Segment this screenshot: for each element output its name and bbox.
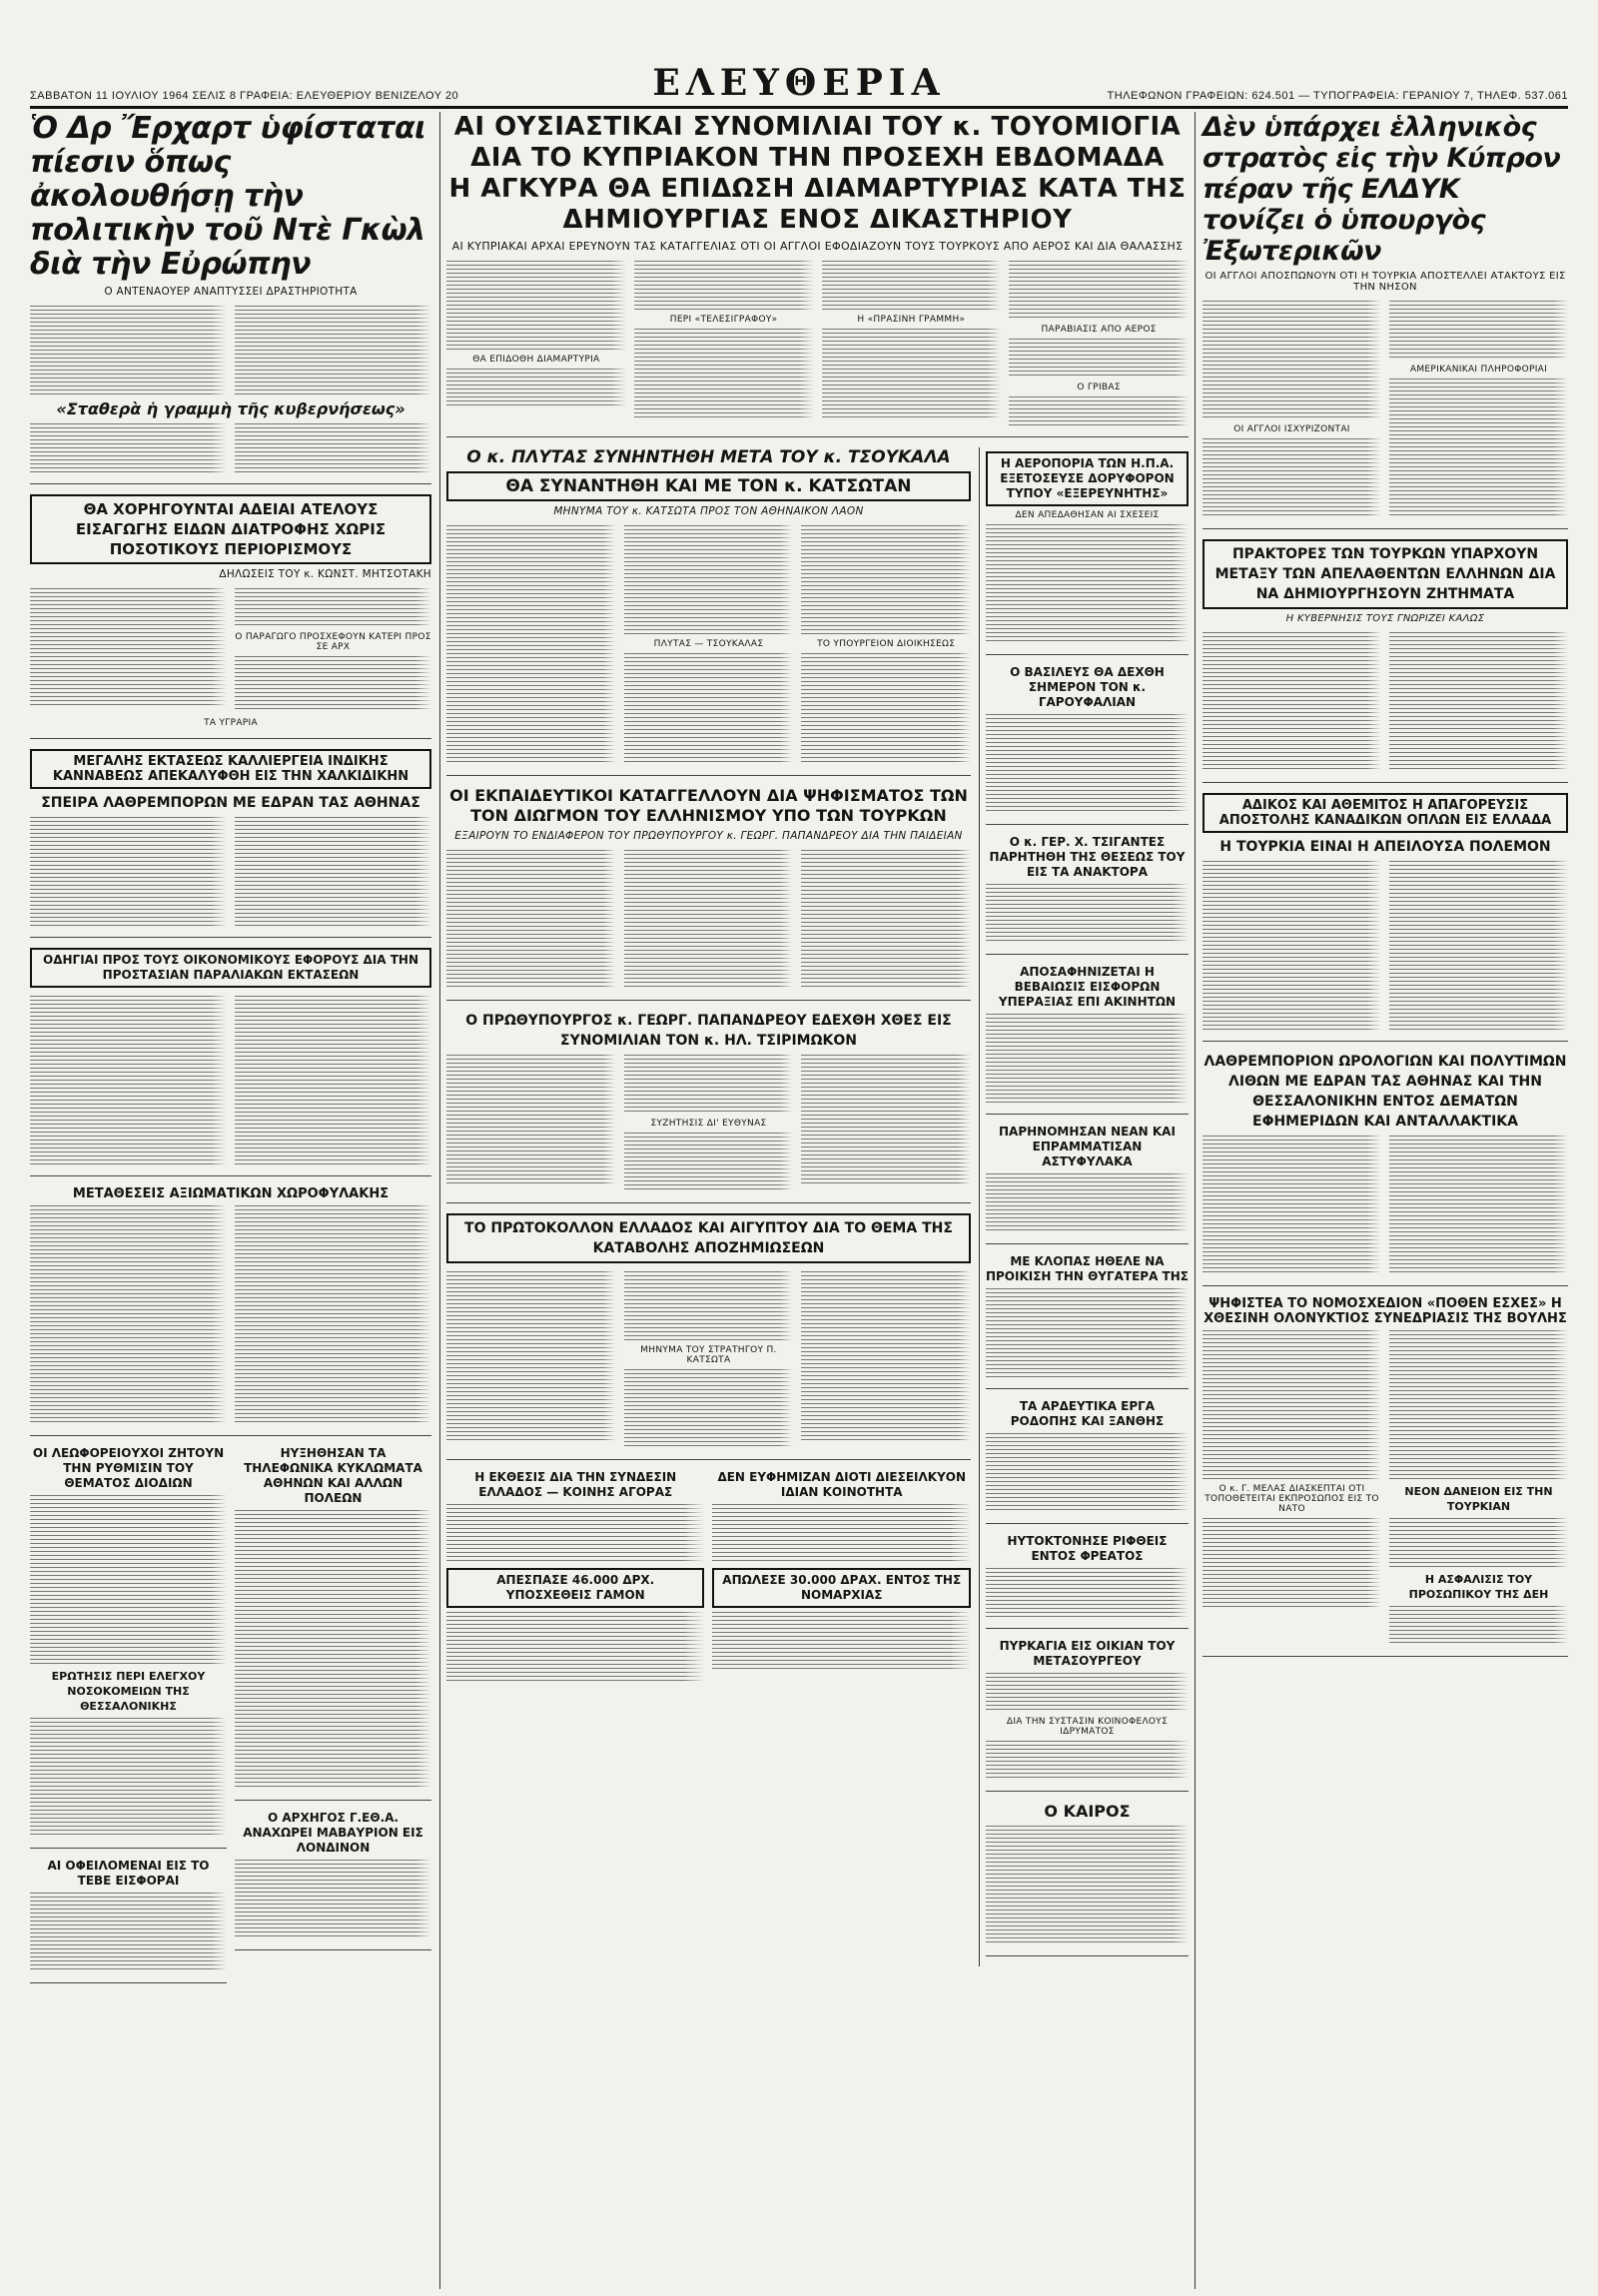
article-cannabis <box>30 749 431 938</box>
body-text <box>1202 438 1381 518</box>
headline-teachers: ΟΙ ΕΚΠΑΙΔΕΥΤΙΚΟΙ ΚΑΤΑΓΓΕΛΛΟΥΝ ΔΙΑ ΨΗΦΙΣΜΑΤΟΣ ΤΩΝ ΤΟΝ ΔΙΩΓΜΟΝ ΤΟΥ ΕΛΛΗΝΙΣΜΟΥ ΥΠΟ ΤΩΝ ΤΟΥΡΚΩΝ <box>449 786 968 825</box>
article-king <box>986 665 1189 825</box>
headline-pm-meeting: Ο ΠΡΩΘΥΠΟΥΡΓΟΣ κ. ΓΕΩΡΓ. ΠΑΠΑΝΔΡΕΟΥ ΕΔΕΧΘΗ ΧΘΕΣ ΕΙΣ ΣΥΝΟΜΙΛΙΑΝ ΤΟΝ κ. ΗΛ. ΤΣΙΡΙΜΩΚΟΝ <box>465 1013 952 1049</box>
headline-tax-offices: ΟΔΗΓΙΑΙ ΠΡΟΣ ΤΟΥΣ ΟΙΚΟΝΟΜΙΚΟΥΣ ΕΦΟΡΟΥΣ ΔΙΑ ΤΗΝ ΠΡΟΣΤΑΣΙΑΝ ΠΑΡΑΛΙΑΚΩΝ ΕΚΤΑΣΕΩΝ <box>30 948 431 988</box>
body-text <box>235 656 431 710</box>
body-text <box>446 1504 704 1564</box>
body-text <box>1389 1606 1568 1646</box>
inner-head-ministry: ΤΟ ΥΠΟΥΡΓΕΙΟΝ ΔΙΟΙΚΗΣΕΩΣ <box>817 639 956 649</box>
body-text <box>30 588 227 708</box>
headline-irrigation: ΤΑ ΑΡΔΕΥΤΙΚΑ ΕΡΓΑ ΡΟΔΟΠΗΣ ΚΑΙ ΞΑΝΘΗΣ <box>1010 1399 1165 1428</box>
headline-weather: Ο ΚΑΙΡΟΣ <box>1044 1802 1131 1821</box>
body-text <box>1389 301 1568 361</box>
article-well <box>986 1534 1189 1629</box>
headline-gendarmerie: ΜΕΤΑΘΕΣΕΙΣ ΑΞΙΩΜΑΤΙΚΩΝ ΧΩΡΟΦΥΛΑΚΗΣ <box>72 1186 390 1201</box>
column-rule <box>439 112 440 2289</box>
body-text <box>634 329 814 418</box>
article-erhard <box>30 112 431 484</box>
article-body <box>446 1051 971 1196</box>
headline-dowry: ΜΕ ΚΛΟΠΑΣ ΗΘΕΛΕ ΝΑ ΠΡΟΙΚΙΣΗ ΤΗΝ ΘΥΓΑΤΕΡΑ ΤΗΣ <box>985 1254 1189 1283</box>
article-telephone <box>235 1446 431 1801</box>
article-pothen-esches <box>1202 1296 1568 1657</box>
article-plytas <box>446 447 971 776</box>
newspaper-title: ΕΛΕΥΘΕΡΙΑ <box>652 62 946 104</box>
article-tuomioja <box>446 112 1189 437</box>
inner-head-producers: Ο ΠΑΡΑΓΩΓΟ ΠΡΟΣΧΕΦΟΥΝ ΚΑΤΕΡΙ ΠΡΟΣ ΣΕ ΑΡΧ <box>235 632 431 652</box>
article-chief-of-staff <box>235 1811 431 1950</box>
article-body <box>1202 857 1568 1035</box>
article-teachers <box>446 786 971 1001</box>
centre-lower <box>446 447 1189 1966</box>
article-body <box>446 521 971 769</box>
headline-property-tax: ΑΠΟΣΑΦΗΝΙΖΕΤΑΙ Η ΒΕΒΑΙΩΣΙΣ ΕΙΣΦΟΡΩΝ ΥΠΕΡΑΞΙΑΣ ΕΠΙ ΑΚΙΝΗΤΩΝ <box>998 965 1177 1009</box>
body-text <box>624 1369 794 1449</box>
column-rule <box>1195 112 1196 2289</box>
article-watch-smuggling <box>1202 1052 1568 1286</box>
body-text <box>235 306 431 395</box>
body-text <box>1389 861 1568 1031</box>
subhead-government-knows: Η ΚΥΒΕΡΝΗΣΙΣ ΤΟΥΣ ΓΝΩΡΙΖΕΙ ΚΑΛΩΣ <box>1285 613 1485 624</box>
body-text <box>235 996 431 1165</box>
inner-head-plytas-tsoukalas: ΠΛΥΤΑΣ — ΤΣΟΥΚΑΛΑΣ <box>653 639 764 649</box>
inner-head-melas: Ο κ. Γ. ΜΕΛΑΣ ΔΙΑΣΚΕΠΤΑΙ ΟΤΙ ΤΟΠΟΘΕΤΕΙΤΑΙ ΕΚΠΡΟΣΩΠΟΣ ΕΙΣ ΤΟ ΝΑΤΟ <box>1204 1484 1379 1514</box>
body-text <box>712 1504 970 1564</box>
body-text <box>801 653 971 763</box>
inner-head-green-line: Η «ΠΡΑΣΙΝΗ ΓΡΑΜΜΗ» <box>857 315 966 325</box>
headline-canadian-arms: ΑΔΙΚΟΣ ΚΑΙ ΑΘΕΜΙΤΟΣ Η ΑΠΑΓΟΡΕΥΣΙΣ ΑΠΟΣΤΟΛΗΣ ΚΑΝΑΔΙΚΩΝ ΟΠΛΩΝ ΕΙΣ ΕΛΛΑΔΑ <box>1202 793 1568 833</box>
article-body <box>30 813 431 931</box>
subhead-katsotas-message: ΜΗΝΥΜΑ ΤΟΥ κ. ΚΑΤΣΩΤΑ ΠΡΟΣ ΤΟΝ ΑΘΗΝΑΙΚΟΝ ΛΑΟΝ <box>553 505 864 517</box>
body-text <box>801 1055 971 1184</box>
body-text <box>1009 339 1189 379</box>
inner-head-foundation: ΔΙΑ ΤΗΝ ΣΥΣΤΑΣΙΝ ΚΟΙΝΟΦΕΛΟΥΣ ΙΔΡΥΜΑΤΟΣ <box>1006 1717 1169 1737</box>
article-policeman <box>986 1125 1189 1244</box>
column-left <box>30 112 431 1993</box>
banner-ankara: Η ΑΓΚΥΡΑ ΘΑ ΕΠΙΔΩΣΗ ΔΙΑΜΑΡΤΥΡΙΑΣ ΚΑΤΑ ΤΗΣ ΔΗΜΙΟΥΡΓΙΑΣ ΕΝΟΣ ΔΙΚΑΣΤΗΡΙΟΥ <box>448 174 1187 235</box>
centre-right-block <box>979 447 1189 1966</box>
body-text <box>1202 1330 1381 1480</box>
body-text <box>1202 1518 1381 1608</box>
body-text <box>801 525 971 635</box>
headline-tebe: ΑΙ ΟΦΕΙΛΟΜΕΝΑΙ ΕΙΣ ΤΟ ΤΕΒΕ ΕΙΣΦΟΡΑΙ <box>47 1859 210 1888</box>
headline-chief-of-staff: Ο ΑΡΧΗΓΟΣ Γ.ΕΘ.Α. ΑΝΑΧΩΡΕΙ ΜΑΒΑΥΡΙΟΝ ΕΙΣ ΛΟΝΔΙΝΟΝ <box>243 1811 423 1855</box>
headline-usaf: Η ΑΕΡΟΠΟΡΙΑ ΤΩΝ Η.Π.Α. ΕΞΕΤΟΣΕΥΣΕ ΔΟΡΥΦΟΡΟΝ ΤΥΠΟΥ «ΕΞΕΡΕΥΝΗΤΗΣ» <box>986 451 1189 506</box>
body-text <box>1389 1518 1568 1568</box>
article-body <box>30 302 431 399</box>
body-text <box>624 653 794 763</box>
body-text <box>1389 379 1568 518</box>
body-text <box>634 261 814 311</box>
headline-king: Ο ΒΑΣΙΛΕΥΣ ΘΑ ΔΕΧΘΗ ΣΗΜΕΡΟΝ ΤΟΝ κ. ΓΑΡΟΥΦΑΛΙΑΝ <box>1010 665 1165 709</box>
body-text <box>446 850 616 990</box>
centre-left-block <box>446 447 971 1966</box>
article-body <box>1202 297 1568 522</box>
body-text <box>235 1860 431 1939</box>
subhead-smugglers: ΣΠΕΙΡΑ ΛΑΘΡΕΜΠΟΡΩΝ ΜΕ ΕΔΡΑΝ ΤΑΣ ΑΘΗΝΑΣ <box>41 795 420 811</box>
body-text <box>235 817 431 927</box>
headline-imports: ΘΑ ΧΟΡΗΓΟΥΝΤΑΙ ΑΔΕΙΑΙ ΑΤΕΛΟΥΣ ΕΙΣΑΓΩΓΗΣ ΕΙΔΩΝ ΔΙΑΤΡΟΦΗΣ ΧΩΡΙΣ ΠΟΣΟΤΙΚΟΥΣ ΠΕΡΙΟΡΙΣΜΟΥΣ <box>30 494 431 564</box>
body-text <box>986 884 1189 944</box>
banner-tuomioja: ΑΙ ΟΥΣΙΑΣΤΙΚΑΙ ΣΥΝΟΜΙΛΙΑΙ ΤΟΥ κ. ΤΟΥΟΜΙΟΓΙΑ ΔΙΑ ΤΟ ΚΥΠΡΙΑΚΟΝ ΤΗΝ ΠΡΟΣΕΧΗ ΕΒΔΟΜΑΔΑ <box>453 112 1182 173</box>
body-text <box>446 1612 704 1682</box>
masthead-contact-line: ΤΗΛΕΦΩΝΟΝ ΓΡΑΦΕΙΩΝ: 624.501 — ΤΥΠΟΓΡΑΦΕΙΑ: ΓΕΡΑΝΙΟΥ 7, ΤΗΛΕΦ. 537.061 <box>1107 90 1568 102</box>
body-text <box>446 1055 616 1184</box>
headline-tsigantes: Ο κ. ΓΕΡ. Χ. ΤΣΙΓΑΝΤΕΣ ΠΑΡΗΤΗΘΗ ΤΗΣ ΘΕΣΕΩΣ ΤΟΥ ΕΙΣ ΤΑ ΑΝΑΚΤΟΡΑ <box>989 835 1186 879</box>
headline-egypt: ΤΟ ΠΡΩΤΟΚΟΛΛΟΝ ΕΛΛΑΔΟΣ ΚΑΙ ΑΙΓΥΠΤΟΥ ΔΙΑ ΤΟ ΘΕΜΑ ΤΗΣ ΚΑΤΑΒΟΛΗΣ ΑΠΟΖΗΜΙΩΣΕΩΝ <box>446 1213 971 1263</box>
body-text <box>1009 261 1189 321</box>
body-text <box>30 1495 227 1665</box>
subhead-adenauer: Ο ΑΝΤΕΝΑΟΥΕΡ ΑΝΑΠΤΥΣΣΕΙ ΔΡΑΣΤΗΡΙΟΤΗΤΑ <box>104 286 358 298</box>
inner-head-liquids: ΤΑ ΥΓΡΑΡΙΑ <box>204 718 258 728</box>
article-body <box>30 584 431 714</box>
article-gendarmerie <box>30 1186 431 1436</box>
article-dowry <box>986 1254 1189 1389</box>
body-text <box>446 1271 616 1441</box>
subhead-turkey-threat: Η ΤΟΥΡΚΙΑ ΕΙΝΑΙ Η ΑΠΕΙΛΟΥΣΑ ΠΟΛΕΜΟΝ <box>1219 839 1551 855</box>
inner-head-american-info: ΑΜΕΡΙΚΑΝΙΚΑΙ ΠΛΗΡΟΦΟΡΙΑΙ <box>1409 365 1548 375</box>
body-text <box>1389 1136 1568 1275</box>
body-text <box>624 1055 794 1115</box>
headline-cannabis: ΜΕΓΑΛΗΣ ΕΚΤΑΣΕΩΣ ΚΑΛΛΙΕΡΓΕΙΑ ΙΝΔΙΚΗΣ ΚΑΝΝΑΒΕΩΣ ΑΠΕΚΑΛΥΦΘΗ ΕΙΣ ΤΗΝ ΧΑΛΚΙΔΙΚΗΝ <box>30 749 431 789</box>
article-body <box>30 419 431 477</box>
body-text <box>986 1826 1189 1945</box>
article-community <box>712 1470 970 1686</box>
column-centre <box>446 112 1189 1966</box>
body-text <box>1202 861 1381 1031</box>
body-text <box>235 588 431 628</box>
body-text <box>30 817 227 927</box>
body-text <box>30 1205 227 1425</box>
body-text <box>986 1433 1189 1513</box>
article-eec <box>446 1470 704 1686</box>
article-canadian-arms <box>1202 793 1568 1042</box>
subhead-cypriot-authorities: ΑΙ ΚΥΠΡΙΑΚΑΙ ΑΡΧΑΙ ΕΡΕΥΝΟΥΝ ΤΑΣ ΚΑΤΑΓΓΕΛΙΑΣ ΟΤΙ ΟΙ ΑΓΓΛΟΙ ΕΦΟΔΙΑΖΟΥΝ ΤΟΥΣ ΤΟΥΡΚΟΥΣ ΑΠΟ ΑΕΡΟΣ ΚΑΙ ΔΙΑ ΘΑΛΑΣΣΗΣ <box>451 240 1184 253</box>
inner-head-airspace: ΠΑΡΑΒΙΑΣΙΣ ΑΠΟ ΑΕΡΟΣ <box>1041 325 1157 335</box>
body-text <box>446 261 626 351</box>
inner-head-ultimatum: ΠΕΡΙ «ΤΕΛΕΣΙΓΡΑΦΟΥ» <box>669 315 778 325</box>
article-usaf <box>986 451 1189 655</box>
body-text <box>446 525 616 765</box>
body-text <box>446 369 626 408</box>
body-text <box>986 1568 1189 1618</box>
body-text <box>1202 632 1381 772</box>
body-text <box>30 1893 227 1972</box>
headline-buses: ΟΙ ΛΕΩΦΟΡΕΙΟΥΧΟΙ ΖΗΤΟΥΝ ΤΗΝ ΡΥΘΜΙΣΙΝ ΤΟΥ ΘΕΜΑΤΟΣ ΔΙΟΔΙΩΝ <box>32 1446 225 1490</box>
body-text <box>1202 1136 1381 1275</box>
article-agents <box>1202 539 1568 783</box>
article-body <box>1202 628 1568 776</box>
body-text <box>30 306 227 395</box>
article-body <box>1202 1326 1568 1650</box>
headline-watch-smuggling: ΛΑΘΡΕΜΠΟΡΙΟΝ ΩΡΟΛΟΓΙΩΝ ΚΑΙ ΠΟΛΥΤΙΜΩΝ ΛΙΘΩΝ ΜΕ ΕΔΡΑΝ ΤΑΣ ΑΘΗΝΑΣ ΚΑΙ ΤΗΝ ΘΕΣΣΑΛΟΝΙΚΗΝ ΕΝΤΟΣ ΔΕΜΑΤΩΝ ΕΦΗΜΕΡΙΔΩΝ ΚΑΙ ΑΝΤΑΛΛΑΚΤΙΚΑ <box>1203 1054 1567 1130</box>
body-text <box>801 1271 971 1441</box>
article-irrigation <box>986 1399 1189 1524</box>
subhead-mitsotakis: ΔΗΛΩΣΕΙΣ ΤΟΥ κ. ΚΩΝΣΤ. ΜΗΤΣΟΤΑΚΗ <box>219 568 431 580</box>
body-text <box>986 1288 1189 1378</box>
article-pm-meeting <box>446 1011 971 1203</box>
headline-eldyk: Δὲν ὑπάρχει ἑλληνικὸς στρατὸς εἰς τὴν Κύπρον πέραν τῆς ΕΛΔΥΚ τονίζει ὁ ὑπουργὸς Ἐξωτερικῶν <box>1202 112 1561 267</box>
headline-pothen-esches: ΨΗΦΙΣΤΕΑ ΤΟ ΝΟΜΟΣΧΕΔΙΟΝ «ΠΟΘΕΝ ΕΣΧΕΣ» Η ΧΘΕΣΙΝΗ ΟΛΟΝΥΚΤΙΟΣ ΣΥΝΕΔΡΙΑΣΙΣ ΤΗΣ ΒΟΥΛΗΣ <box>1203 1296 1567 1326</box>
body-text <box>1389 1330 1568 1480</box>
inner-head-protest: ΘΑ ΕΠΙΔΟΘΗ ΔΙΑΜΑΡΤΥΡΙΑ <box>472 355 600 365</box>
article-buses <box>30 1446 227 1849</box>
inner-head-grivas: Ο ΓΡΙΒΑΣ <box>1077 383 1121 392</box>
masthead <box>30 6 1568 109</box>
inner-head-hospitals: ΕΡΩΤΗΣΙΣ ΠΕΡΙ ΕΛΕΓΧΟΥ ΝΟΣΟΚΟΜΕΙΩΝ ΤΗΣ ΘΕΣΣΑΛΟΝΙΚΗΣ <box>51 1670 206 1713</box>
article-fire <box>986 1639 1189 1792</box>
article-weather <box>986 1802 1189 1956</box>
article-tsigantes <box>986 835 1189 955</box>
body-text <box>30 423 227 473</box>
body-text <box>712 1612 970 1672</box>
bottom-split <box>30 1446 431 1993</box>
body-text <box>1009 396 1189 426</box>
body-text <box>235 1510 431 1790</box>
body-text <box>986 714 1189 814</box>
article-body <box>30 1201 431 1429</box>
headline-erhard: Ὁ Δρ Ἔρχαρτ ὑφίσταται πίεσιν ὅπως ἀκολουθήσῃ τὴν πολιτικὴν τοῦ Ντὲ Γκὼλ διὰ τὴν Εὐρώπην <box>30 111 426 282</box>
body-text <box>235 423 431 473</box>
headline-policeman: ΠΑΡΗΝΟΜΗΣΑΝ ΝΕΑΝ ΚΑΙ ΕΠΡΑΜΜΑΤΙΣΑΝ ΑΣΤΥΦΥΛΑΚΑ <box>999 1125 1176 1168</box>
headline-marriage-fraud: ΑΠΕΣΠΑΣΕ 46.000 ΔΡΧ. ΥΠΟΣΧΕΘΕΙΣ ΓΑΜΟΝ <box>446 1568 704 1608</box>
body-text <box>986 1173 1189 1233</box>
article-tebe <box>30 1859 227 1983</box>
headline-katsotas: ΘΑ ΣΥΝΑΝΤΗΘΗ ΚΑΙ ΜΕ ΤΟΝ κ. ΚΑΤΣΩΤΑΝ <box>446 471 971 501</box>
inner-head-government-line: «Σταθερὰ ἡ γραμμὴ τῆς κυβερνήσεως» <box>56 399 405 418</box>
subhead-papandreou-education: ΕΞΑΙΡΟΥΝ ΤΟ ΕΝΔΙΑΦΕΡΟΝ ΤΟΥ ΠΡΩΘΥΠΟΥΡΓΟΥ κ. ΓΕΩΡΓ. ΠΑΠΑΝΔΡΕΟΥ ΔΙΑ ΤΗΝ ΠΑΙΔΕΙΑΝ <box>454 830 963 842</box>
inner-head-discussion: ΣΥΖΗΤΗΣΙΣ ΔΙ' ΕΥΘΥΝΑΣ <box>650 1119 767 1129</box>
article-property-tax <box>986 965 1189 1115</box>
body-text <box>624 1271 794 1341</box>
article-body <box>1202 1132 1568 1279</box>
headline-new-loan: ΝΕΟΝ ΔΑΝΕΙΟΝ ΕΙΣ ΤΗΝ ΤΟΥΡΚΙΑΝ <box>1404 1485 1553 1513</box>
body-text <box>1389 632 1568 772</box>
body-text <box>986 1014 1189 1104</box>
article-body <box>446 1267 971 1453</box>
body-text <box>986 524 1189 644</box>
centre-bottom-row <box>446 1470 971 1686</box>
inner-head-katsotas: ΜΗΝΥΜΑ ΤΟΥ ΣΤΡΑΤΗΓΟΥ Π. ΚΑΤΣΩΤΑ <box>640 1345 777 1365</box>
body-text <box>624 1133 794 1192</box>
body-text <box>986 1741 1189 1781</box>
body-text <box>30 1718 227 1838</box>
article-body <box>446 257 1189 430</box>
body-text <box>30 996 227 1165</box>
subhead-turkish-irregulars: ΟΙ ΑΓΓΛΟΙ ΑΠΟΣΠΩΝΟΥΝ ΟΤΙ Η ΤΟΥΡΚΙΑ ΑΠΟΣΤΕΛΛΕΙ ΑΤΑΚΤΟΥΣ ΕΙΣ ΤΗΝ ΝΗΣΟΝ <box>1204 271 1566 293</box>
body-text <box>235 1205 431 1425</box>
article-eldyk <box>1202 112 1568 529</box>
body-text <box>624 850 794 990</box>
headline-plytas: Ο κ. ΠΛΥΤΑΣ ΣΥΝΗΝΤΗΘΗ ΜΕΤΑ ΤΟΥ κ. ΤΣΟΥΚΑΛΑ <box>466 447 951 467</box>
body-text <box>822 329 1002 418</box>
headline-fire: ΠΥΡΚΑΓΙΑ ΕΙΣ ΟΙΚΙΑΝ ΤΟΥ ΜΕΤΑΣΟΥΡΓΕΟΥ <box>999 1639 1176 1668</box>
column-right <box>1202 112 1568 1667</box>
body-text <box>801 850 971 990</box>
subhead-usaf: ΔΕΝ ΑΠΕΔΑΘΗΣΑΝ ΑΙ ΣΧΕΣΕΙΣ <box>1015 510 1160 520</box>
body-text <box>822 261 1002 311</box>
headline-eec: Η ΕΚΘΕΣΙΣ ΔΙΑ ΤΗΝ ΣΥΝΔΕΣΙΝ ΕΛΛΑΔΟΣ — ΚΟΙΝΗΣ ΑΓΟΡΑΣ <box>474 1470 677 1499</box>
inner-head-british-claim: ΟΙ ΑΓΓΛΟΙ ΙΣΧΥΡΙΖΟΝΤΑΙ <box>1233 424 1350 434</box>
masthead-date-line: ΣΑΒΒΑΤΟΝ 11 ΙΟΥΛΙΟΥ 1964 ΣΕΛΙΣ 8 ΓΡΑΦΕΙΑ: ΕΛΕΥΘΕΡΙΟΥ ΒΕΝΙΖΕΛΟΥ 20 <box>30 90 459 102</box>
body-text <box>1202 301 1381 420</box>
article-imports <box>30 494 431 739</box>
body-text <box>624 525 794 635</box>
article-body <box>446 846 971 994</box>
article-egypt <box>446 1213 971 1460</box>
headline-dei-insurance: Η ΑΣΦΑΛΙΣΙΣ ΤΟΥ ΠΡΟΣΩΠΙΚΟΥ ΤΗΣ ΔΕΗ <box>1408 1573 1549 1601</box>
article-tax-offices <box>30 948 431 1176</box>
article-body <box>30 992 431 1169</box>
body-text <box>986 1673 1189 1713</box>
headline-well: ΗΥΤΟΚΤΟΝΗΣΕ ΡΙΦΘΕΙΣ ΕΝΤΟΣ ΦΡΕΑΤΟΣ <box>1007 1534 1168 1563</box>
headline-telephone: ΗΥΞΗΘΗΣΑΝ ΤΑ ΤΗΛΕΦΩΝΙΚΑ ΚΥΚΛΩΜΑΤΑ ΑΘΗΝΩΝ ΚΑΙ ΑΛΛΩΝ ΠΟΛΕΩΝ <box>244 1446 422 1505</box>
headline-agents: ΠΡΑΚΤΟΡΕΣ ΤΩΝ ΤΟΥΡΚΩΝ ΥΠΑΡΧΟΥΝ ΜΕΤΑΞΥ ΤΩΝ ΑΠΕΛΑΘΕΝΤΩΝ ΕΛΛΗΝΩΝ ΔΙΑ ΝΑ ΔΗΜΙΟΥΡΓΗΣΟΥΝ ΖΗΤΗΜΑΤΑ <box>1202 539 1568 609</box>
headline-lost-money: ΑΠΩΛΕΣΕ 30.000 ΔΡΑΧ. ΕΝΤΟΣ ΤΗΣ ΝΟΜΑΡΧΙΑΣ <box>712 1568 970 1608</box>
headline-community: ΔΕΝ ΕΥΦΗΜΙΖΑΝ ΔΙΟΤΙ ΔΙΕΣΕΙΛΚΥΟΝ ΙΔΙΑΝ ΚΟΙΝΟΤΗΤΑ <box>717 1470 966 1499</box>
